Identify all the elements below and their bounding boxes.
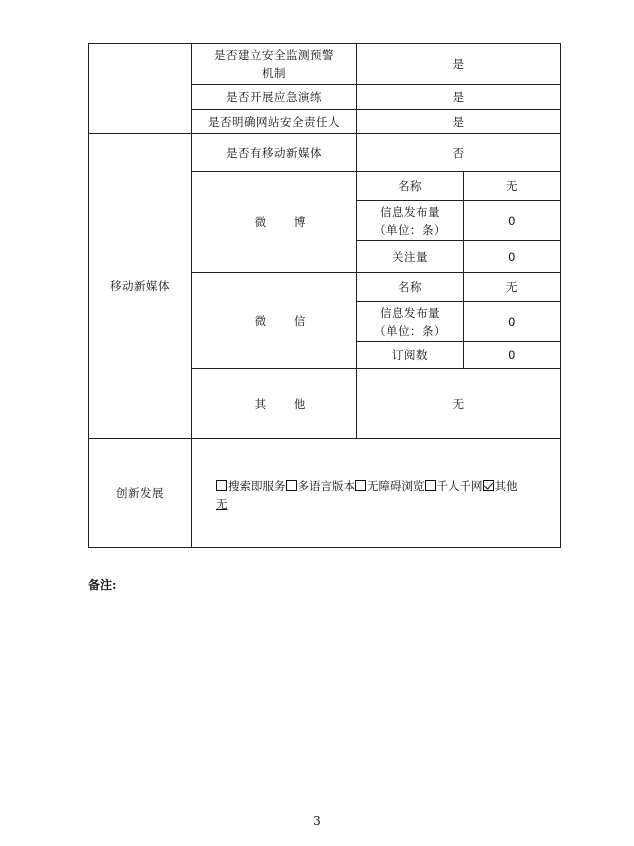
- table-border-right: [560, 43, 561, 548]
- other-media-title: 其 他: [254, 396, 318, 411]
- page-number: 3: [313, 814, 321, 828]
- weixin-subscribe-label: 订阅数: [392, 348, 428, 362]
- other-media-value: 无: [452, 396, 465, 411]
- value-security-monitoring: 是: [452, 57, 465, 71]
- weibo-follow-value: 0: [508, 249, 516, 264]
- weixin-title: 微 信: [254, 313, 318, 328]
- label-line: （单位：条）: [374, 323, 446, 338]
- weibo-follow-label: 关注量: [392, 249, 428, 264]
- label-security-monitoring: [192, 44, 356, 84]
- section-title-innovation: 创新发展: [116, 486, 164, 500]
- option-accessibility[interactable]: [355, 478, 425, 494]
- option-label: 无障碍浏览: [367, 478, 425, 493]
- checkbox-checked-icon[interactable]: [483, 480, 494, 491]
- option-label: 多语言版本: [297, 478, 355, 493]
- value-security-owner: 是: [452, 114, 465, 129]
- innovation-options: [216, 476, 558, 495]
- checkbox-icon[interactable]: [286, 480, 297, 491]
- weixin-name-label: 名称: [398, 280, 422, 294]
- option-label: 千人千网: [436, 478, 483, 493]
- section-title-mobile-media: 移动新媒体: [110, 279, 170, 293]
- note-label: 备注:: [88, 578, 117, 592]
- weixin-subscribe-value: 0: [508, 348, 516, 362]
- checkbox-icon[interactable]: [216, 480, 227, 491]
- checkbox-icon[interactable]: [355, 480, 366, 491]
- label-line: 机制: [262, 66, 286, 80]
- option-other[interactable]: [483, 478, 518, 494]
- option-search-as-service[interactable]: [216, 478, 286, 494]
- checkbox-icon[interactable]: [425, 480, 436, 491]
- table-border-bottom: [88, 547, 561, 548]
- label-security-owner: 是否明确网站安全责任人: [208, 114, 340, 129]
- label-has-mobile-media: 是否有移动新媒体: [226, 145, 322, 160]
- label-line: （单位：条）: [374, 222, 446, 237]
- value-emergency-drill: 是: [452, 90, 465, 104]
- option-label: 其他: [494, 478, 518, 493]
- weibo-title: 微 博: [254, 215, 318, 229]
- weibo-name-value: 无: [506, 179, 518, 193]
- option-personalized[interactable]: [425, 478, 483, 494]
- label-line: 信息发布量: [380, 204, 440, 219]
- innovation-other-text: 无: [216, 497, 228, 511]
- weibo-name-label: 名称: [398, 179, 422, 193]
- value-has-mobile-media: 否: [452, 145, 465, 160]
- weixin-publish-label: [357, 302, 463, 341]
- weibo-publish-label: [357, 201, 463, 240]
- option-multilingual[interactable]: [286, 478, 356, 494]
- label-line: 信息发布量: [380, 305, 440, 320]
- label-emergency-drill: 是否开展应急演练: [226, 90, 322, 104]
- label-line: 是否建立安全监测预警: [214, 48, 334, 62]
- weibo-publish-value: 0: [508, 213, 516, 228]
- weixin-publish-value: 0: [508, 314, 516, 329]
- option-label: 搜索即服务: [228, 478, 286, 493]
- weixin-name-value: 无: [506, 280, 518, 294]
